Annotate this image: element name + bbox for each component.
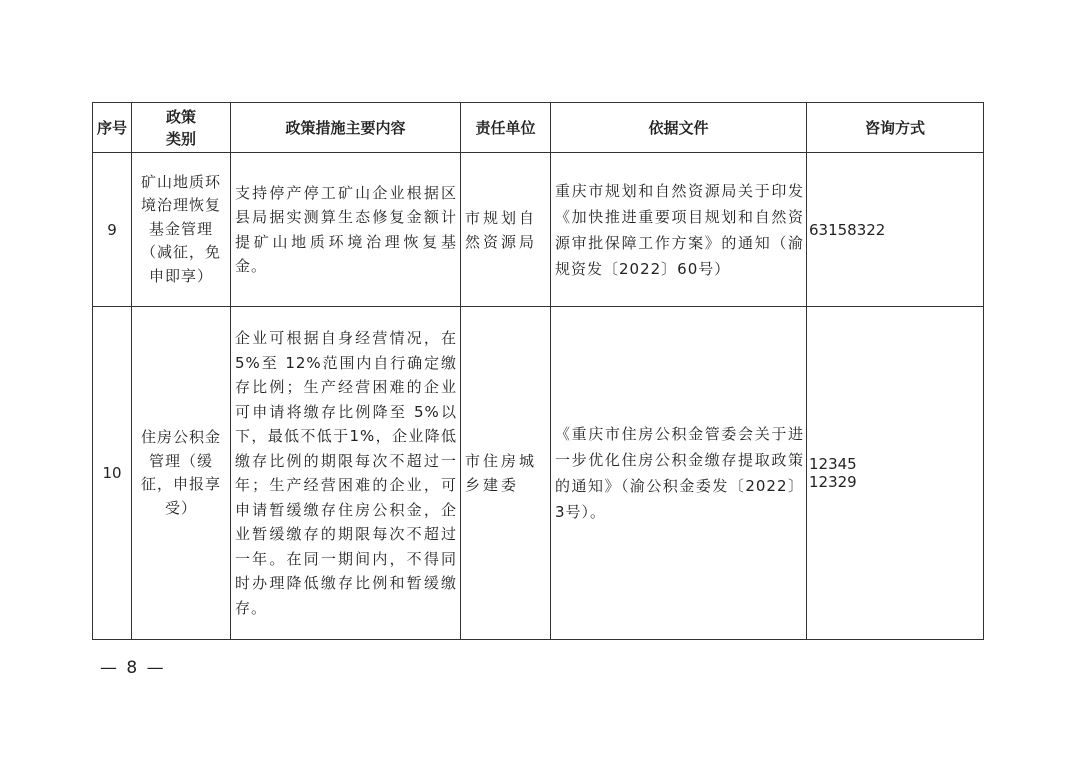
header-num: 序号 [93,103,132,153]
page-number: — 8 — [100,658,166,678]
cell-category: 矿山地质环境治理恢复基金管理（减征，免申即享） [132,153,231,307]
policy-table [92,102,984,640]
cell-document: 《重庆市住房公积金管委会关于进一步优化住房公积金缴存提取政策的通知》（渝公积金委发〔2022〕3号）。 [551,307,807,640]
cell-content: 企业可根据自身经营情况，在5%至 12%范围内自行确定缴存比例；生产经营困难的企业可申请将缴存比例降至 5%以下，最低不低于1%，企业降低缴存比例的期限每次不超过一年；生产经营困难的企业，可申请暂缓缴存住房公积金，企业暂缓缴存的期限每次不超过一年。在同一期间内，不得同时办理降低缴存比例和暂缓缴存。 [231,307,461,640]
cell-contact: 63158322 [807,153,984,307]
cell-document: 重庆市规划和自然资源局关于印发《加快推进重要项目规划和自然资源审批保障工作方案》的通知（渝规资发〔2022〕60号） [551,153,807,307]
cell-num: 10 [93,307,132,640]
header-category: 政策 类别 [132,103,231,153]
cell-content: 支持停产停工矿山企业根据区县局据实测算生态修复金额计提矿山地质环境治理恢复基金。 [231,153,461,307]
table-row [93,307,984,640]
header-content: 政策措施主要内容 [231,103,461,153]
cell-unit: 市住房城乡建委 [461,307,551,640]
header-contact: 咨询方式 [807,103,984,153]
table-row [93,153,984,307]
cell-unit: 市规划自然资源局 [461,153,551,307]
cell-num: 9 [93,153,132,307]
cell-contact: 12345 12329 [807,307,984,640]
header-document: 依据文件 [551,103,807,153]
table-header-row [93,103,984,153]
cell-category: 住房公积金管理（缓征，申报享受） [132,307,231,640]
header-unit: 责任单位 [461,103,551,153]
